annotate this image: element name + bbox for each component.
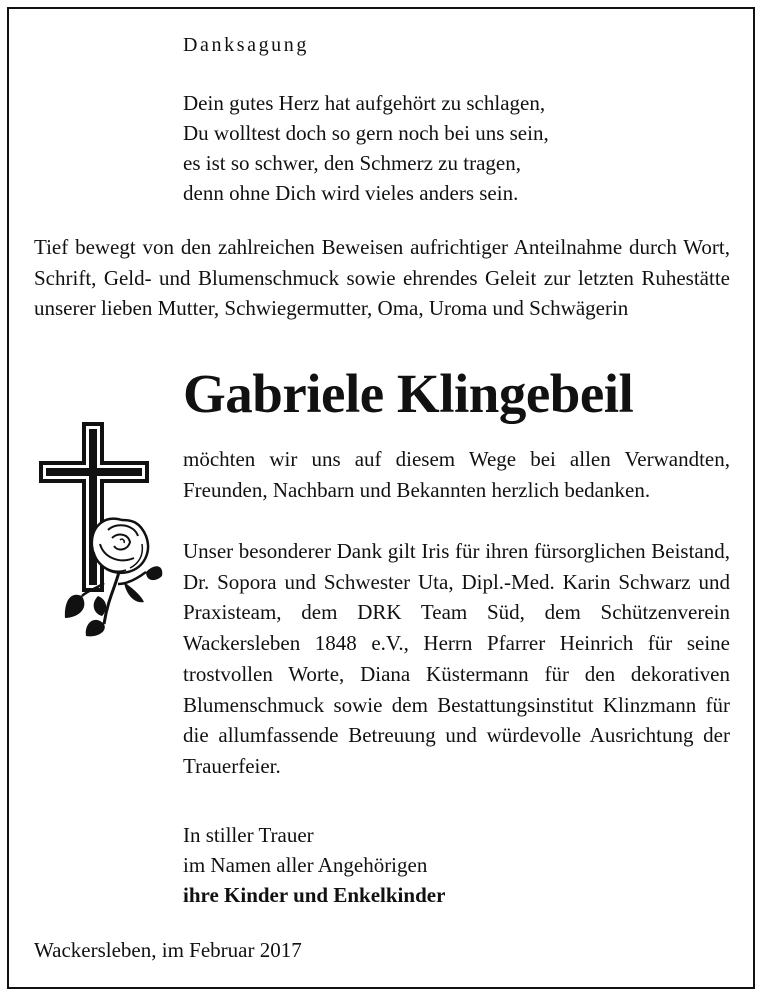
poem	[183, 88, 703, 208]
signature-family: ihre Kinder und Enkelkinder	[183, 883, 446, 907]
poem-line: Du wolltest doch so gern noch bei uns sein,	[183, 121, 549, 145]
intro-paragraph: Tief bewegt von den zahlreichen Beweisen aufrichtiger Anteilnahme durch Wort, Schrift, Geld- und Blumenschmuck sowie ehrendes Geleit zur letzten Ruhestätte unserer lieben Mutter, Schwiegermutter, Oma, Uroma und Schwägerin	[34, 235, 730, 320]
cross-rose-emblem	[38, 418, 164, 642]
special-thanks-paragraph: Unser besonderer Dank gilt Iris für ihren fürsorglichen Beistand, Dr. Sopora und Schwester Uta, Dipl.-Med. Karin Schwarz und Praxisteam, dem DRK Team Süd, dem Schützenverein Wackersleben 1848 e.V., Herrn Pfarrer Heinrich für seine trostvollen Worte, Diana Küstermann für den dekorativen Blumenschmuck sowie dem Bestattungsinstitut Klinzmann für die allumfassende Betreuung und würdevolle Ausrichtung der Trauerfeier.	[183, 539, 730, 778]
deceased-name: Gabriele Klingebeil	[183, 363, 634, 424]
place-date: Wackersleben, im Februar 2017	[34, 938, 302, 962]
thanks-paragraph: möchten wir uns auf diesem Wege bei allen Verwandten, Freunden, Nachbarn und Bekannten herzlich bedanken.	[183, 447, 730, 502]
poem-line: Dein gutes Herz hat aufgehört zu schlagen,	[183, 91, 546, 115]
signature-line: In stiller Trauer	[183, 823, 314, 847]
poem-line: es ist so schwer, den Schmerz zu tragen,	[183, 151, 521, 175]
poem-line: denn ohne Dich wird vieles anders sein.	[183, 181, 519, 205]
notice-heading: Danksagung	[183, 34, 309, 56]
signature-block	[183, 820, 445, 910]
signature-line: im Namen aller Angehörigen	[183, 853, 428, 877]
rose-icon	[65, 519, 162, 637]
